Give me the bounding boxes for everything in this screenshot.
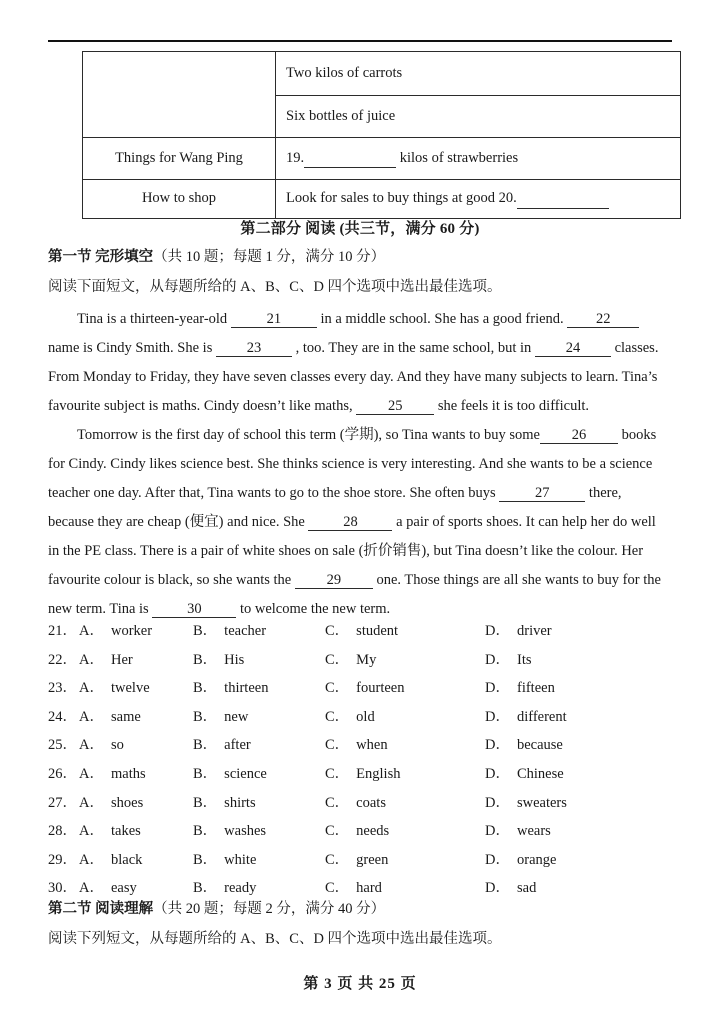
passage-line: [48, 392, 672, 421]
header-rule: [48, 40, 672, 42]
option-label: A．: [79, 737, 104, 754]
option-label: C．: [325, 851, 350, 868]
option-label: D．: [485, 851, 510, 868]
option-D-q26[interactable]: [485, 760, 564, 789]
question-row: [48, 846, 672, 875]
option-label: B．: [193, 651, 218, 668]
passage-line: [48, 479, 672, 508]
shopping-table-wrapper: [82, 51, 638, 219]
section-two-heading: [48, 897, 385, 918]
option-A-q25[interactable]: [79, 731, 124, 760]
passage-text: teacher one day. After that, Tina wants to go to the shoe store. She often buys: [48, 485, 496, 501]
table-row: [83, 180, 681, 219]
option-text: new: [224, 708, 249, 725]
shopping-table: [82, 51, 681, 219]
passage-text: Tina is a thirteen-year-old: [48, 311, 228, 327]
option-D-q25[interactable]: [485, 731, 563, 760]
option-text: thirteen: [224, 680, 269, 697]
question-number: 26．: [48, 765, 77, 782]
table-cell-item-carrots: Two kilos of carrots: [276, 52, 681, 96]
option-label: B．: [193, 765, 218, 782]
option-label: A．: [79, 623, 104, 639]
option-A-q21[interactable]: [79, 617, 152, 646]
option-label: B．: [193, 880, 218, 897]
cloze-blank-21[interactable]: 21: [231, 312, 317, 328]
passage-text: , too. They are in the same school, but in: [295, 340, 532, 356]
option-label: C．: [325, 880, 350, 897]
option-label: D．: [485, 794, 510, 811]
option-label: D．: [485, 708, 510, 725]
passage-text: one. Those things are all she wants to buy for the: [376, 572, 661, 588]
option-label: C．: [325, 623, 350, 639]
table-cell-item-strawberries: [276, 138, 681, 180]
option-text: so: [110, 737, 124, 754]
passage-text: she feels it is too difficult.: [437, 398, 589, 414]
answer-blank-20[interactable]: [517, 192, 609, 209]
option-D-q27[interactable]: [485, 789, 567, 818]
option-B-q27[interactable]: [193, 789, 256, 818]
option-label: D．: [485, 651, 510, 668]
option-C-q29[interactable]: [325, 846, 388, 875]
option-A-q26[interactable]: [79, 760, 146, 789]
option-label: C．: [325, 794, 350, 811]
passage-line: [48, 508, 672, 537]
option-text: green: [356, 851, 389, 868]
question-row: [48, 646, 672, 675]
passage-text: classes.: [614, 340, 659, 356]
option-label: C．: [325, 823, 350, 840]
option-B-q26[interactable]: [193, 760, 267, 789]
option-label: C．: [325, 651, 350, 668]
option-label: C．: [325, 765, 350, 782]
passage-text: in the PE class. There is a pair of white shoes on sale (折价销售), but Tina doesn’t like the colour. Her: [48, 543, 644, 559]
passage-line: [48, 450, 672, 479]
passage-text: favourite colour is black, so she wants the: [48, 572, 292, 588]
cloze-blank-23[interactable]: 23: [216, 341, 292, 357]
question-number: 30．: [48, 880, 77, 897]
option-A-q29[interactable]: [79, 846, 142, 875]
option-text: hard: [356, 880, 382, 897]
option-text: shirts: [224, 794, 256, 811]
passage-text: because they are cheap (便宜) and nice. She: [48, 514, 305, 530]
shopping-table-body: [83, 52, 681, 219]
option-label: A．: [79, 851, 104, 868]
option-text: white: [224, 851, 257, 868]
option-B-q25[interactable]: [193, 731, 251, 760]
option-D-q28[interactable]: [485, 817, 551, 846]
table-cell-category-things: Things for Wang Ping: [83, 138, 276, 180]
option-label: A．: [79, 880, 104, 897]
option-text: takes: [110, 823, 141, 840]
option-label: A．: [79, 823, 104, 840]
option-text: teacher: [224, 623, 267, 639]
option-A-q24[interactable]: [79, 703, 141, 732]
passage-line: [48, 566, 672, 595]
question-row: [48, 703, 672, 732]
option-text: sad: [516, 880, 537, 897]
page-title: 第二部分 阅读 (共三节，满分 60 分): [240, 221, 480, 237]
table-row: [83, 138, 681, 180]
table-cell-item-juice: Six bottles of juice: [276, 96, 681, 138]
table-cell-category-blank: [83, 52, 276, 138]
passage-text: Tomorrow is the first day of school this term (学期), so Tina wants to buy some: [48, 427, 540, 443]
option-A-q27[interactable]: [79, 789, 143, 818]
option-B-q22[interactable]: [193, 646, 244, 675]
option-text: wears: [516, 823, 551, 840]
question-row: [48, 817, 672, 846]
option-label: B．: [193, 623, 218, 639]
section-two-heading-normal: （共 20 题；每题 2 分，满分 40 分）: [153, 901, 386, 917]
cloze-blank-24[interactable]: 24: [535, 341, 611, 357]
option-D-q21[interactable]: [485, 617, 552, 646]
option-D-q22[interactable]: [485, 646, 531, 675]
question-number: 25．: [48, 737, 77, 754]
table-row: [83, 52, 681, 96]
cloze-blank-28[interactable]: 28: [308, 515, 392, 531]
option-text: after: [224, 737, 251, 754]
option-D-q29[interactable]: [485, 846, 556, 875]
option-label: D．: [485, 880, 510, 897]
passage-line: [48, 305, 672, 334]
option-text: maths: [110, 765, 146, 782]
option-text: Her: [110, 651, 133, 668]
option-text: science: [224, 765, 267, 782]
option-text: driver: [516, 623, 552, 639]
option-B-q28[interactable]: [193, 817, 266, 846]
passage-text: books: [621, 427, 657, 443]
option-text: Chinese: [516, 765, 564, 782]
option-C-q23[interactable]: [325, 674, 404, 703]
option-text: twelve: [110, 680, 150, 697]
option-text: English: [356, 765, 401, 782]
option-text: My: [356, 651, 377, 668]
cloze-options-list: [48, 617, 672, 903]
option-text: washes: [224, 823, 267, 840]
option-label: B．: [193, 680, 218, 697]
passage-text: to welcome the new term.: [239, 601, 391, 617]
option-C-q24[interactable]: [325, 703, 375, 732]
option-label: B．: [193, 794, 218, 811]
option-label: D．: [485, 680, 510, 697]
option-D-q30[interactable]: [485, 874, 536, 903]
option-A-q23[interactable]: [79, 674, 150, 703]
cloze-blank-25[interactable]: 25: [356, 399, 434, 415]
section-one-heading-bold: 第一节 完形填空: [48, 249, 154, 265]
question-number: 23．: [48, 680, 77, 697]
passage-text: From Monday to Friday, they have seven classes every day. And they have many subjects to learn. Tina’s: [48, 369, 658, 385]
item-prefix: Look for sales to buy things at good 20.: [286, 190, 517, 207]
option-label: B．: [193, 708, 218, 725]
option-label: D．: [485, 737, 510, 754]
option-text: fifteen: [516, 680, 555, 697]
cloze-blank-26[interactable]: 26: [540, 428, 618, 444]
section-one-instruction: 阅读下面短文，从每题所给的 A、B、C、D 四个选项中选出最佳选项。: [48, 279, 502, 295]
question-number: 22．: [48, 651, 77, 668]
option-label: A．: [79, 708, 104, 725]
cloze-blank-22[interactable]: 22: [567, 312, 639, 328]
option-label: A．: [79, 680, 104, 697]
option-D-q24[interactable]: [485, 703, 567, 732]
passage-text: in a middle school. She has a good friend.: [320, 311, 564, 327]
option-text: His: [224, 651, 245, 668]
option-B-q21[interactable]: [193, 617, 266, 646]
option-text: fourteen: [356, 680, 405, 697]
passage-line: [48, 363, 672, 392]
question-number: 24．: [48, 708, 77, 725]
option-A-q22[interactable]: [79, 646, 133, 675]
option-text: student: [356, 623, 399, 639]
option-text: easy: [110, 880, 137, 897]
passage-line: [48, 334, 672, 363]
option-A-q28[interactable]: [79, 817, 141, 846]
option-text: orange: [516, 851, 557, 868]
item-prefix: 19.: [286, 149, 305, 166]
option-label: B．: [193, 737, 218, 754]
question-row: [48, 617, 672, 646]
passage-text: for Cindy. Cindy likes science best. She thinks science is very interesting. And she wants to be a science: [48, 456, 653, 472]
option-text: when: [356, 737, 388, 754]
option-B-q24[interactable]: [193, 703, 248, 732]
passage-line: [48, 421, 672, 450]
section-one-heading: [48, 245, 385, 266]
option-text: black: [110, 851, 143, 868]
table-cell-category-howtoshop: How to shop: [83, 180, 276, 219]
question-number: 28．: [48, 823, 77, 840]
passage-text: favourite subject is maths. Cindy doesn’t like maths,: [48, 398, 353, 414]
option-C-q28[interactable]: [325, 817, 389, 846]
option-text: different: [516, 708, 567, 725]
passage-text: new term. Tina is: [48, 601, 149, 617]
passage-text: name is Cindy Smith. She is: [48, 340, 213, 356]
option-text: old: [356, 708, 375, 725]
passage-line: [48, 537, 672, 566]
option-label: D．: [485, 765, 510, 782]
option-C-q21[interactable]: [325, 617, 398, 646]
option-text: because: [516, 737, 563, 754]
question-row: [48, 760, 672, 789]
option-label: D．: [485, 823, 510, 840]
question-number: 21．: [48, 623, 77, 639]
option-C-q25[interactable]: [325, 731, 388, 760]
cloze-blank-29[interactable]: 29: [295, 573, 373, 589]
cloze-passage: [48, 305, 672, 624]
option-D-q23[interactable]: [485, 674, 555, 703]
option-text: ready: [224, 880, 257, 897]
option-text: sweaters: [516, 794, 567, 811]
cloze-blank-27[interactable]: 27: [499, 486, 585, 502]
option-label: B．: [193, 851, 218, 868]
option-text: worker: [110, 623, 153, 639]
table-cell-item-sales: [276, 180, 681, 219]
option-B-q23[interactable]: [193, 674, 268, 703]
section-two-heading-bold: 第二节 阅读理解: [48, 901, 154, 917]
question-number: 27．: [48, 794, 77, 811]
page-footer: 第 3 页 共 25 页: [303, 976, 417, 992]
option-label: D．: [485, 623, 510, 639]
option-label: B．: [193, 823, 218, 840]
question-row: [48, 731, 672, 760]
section-one-heading-normal: （共 10 题；每题 1 分，满分 10 分）: [153, 249, 386, 265]
option-text: Its: [516, 651, 532, 668]
passage-text: there,: [588, 485, 622, 501]
option-label: C．: [325, 680, 350, 697]
option-text: coats: [356, 794, 386, 811]
item-suffix: kilos of strawberries: [396, 149, 519, 166]
question-row: [48, 674, 672, 703]
passage-text: a pair of sports shoes. It can help her do well: [396, 514, 656, 530]
option-label: C．: [325, 737, 350, 754]
question-row: [48, 789, 672, 818]
question-number: 29．: [48, 851, 77, 868]
option-C-q27[interactable]: [325, 789, 386, 818]
option-text: shoes: [110, 794, 144, 811]
section-two-instruction: 阅读下列短文，从每题所给的 A、B、C、D 四个选项中选出最佳选项。: [48, 931, 502, 947]
option-text: same: [110, 708, 141, 725]
option-label: A．: [79, 794, 104, 811]
option-label: A．: [79, 651, 104, 668]
answer-blank-19[interactable]: [304, 151, 396, 168]
option-text: needs: [356, 823, 390, 840]
option-label: C．: [325, 708, 350, 725]
option-B-q29[interactable]: [193, 846, 256, 875]
option-C-q22[interactable]: [325, 646, 376, 675]
cloze-blank-30[interactable]: 30: [152, 602, 236, 618]
option-label: A．: [79, 765, 104, 782]
option-C-q26[interactable]: [325, 760, 400, 789]
